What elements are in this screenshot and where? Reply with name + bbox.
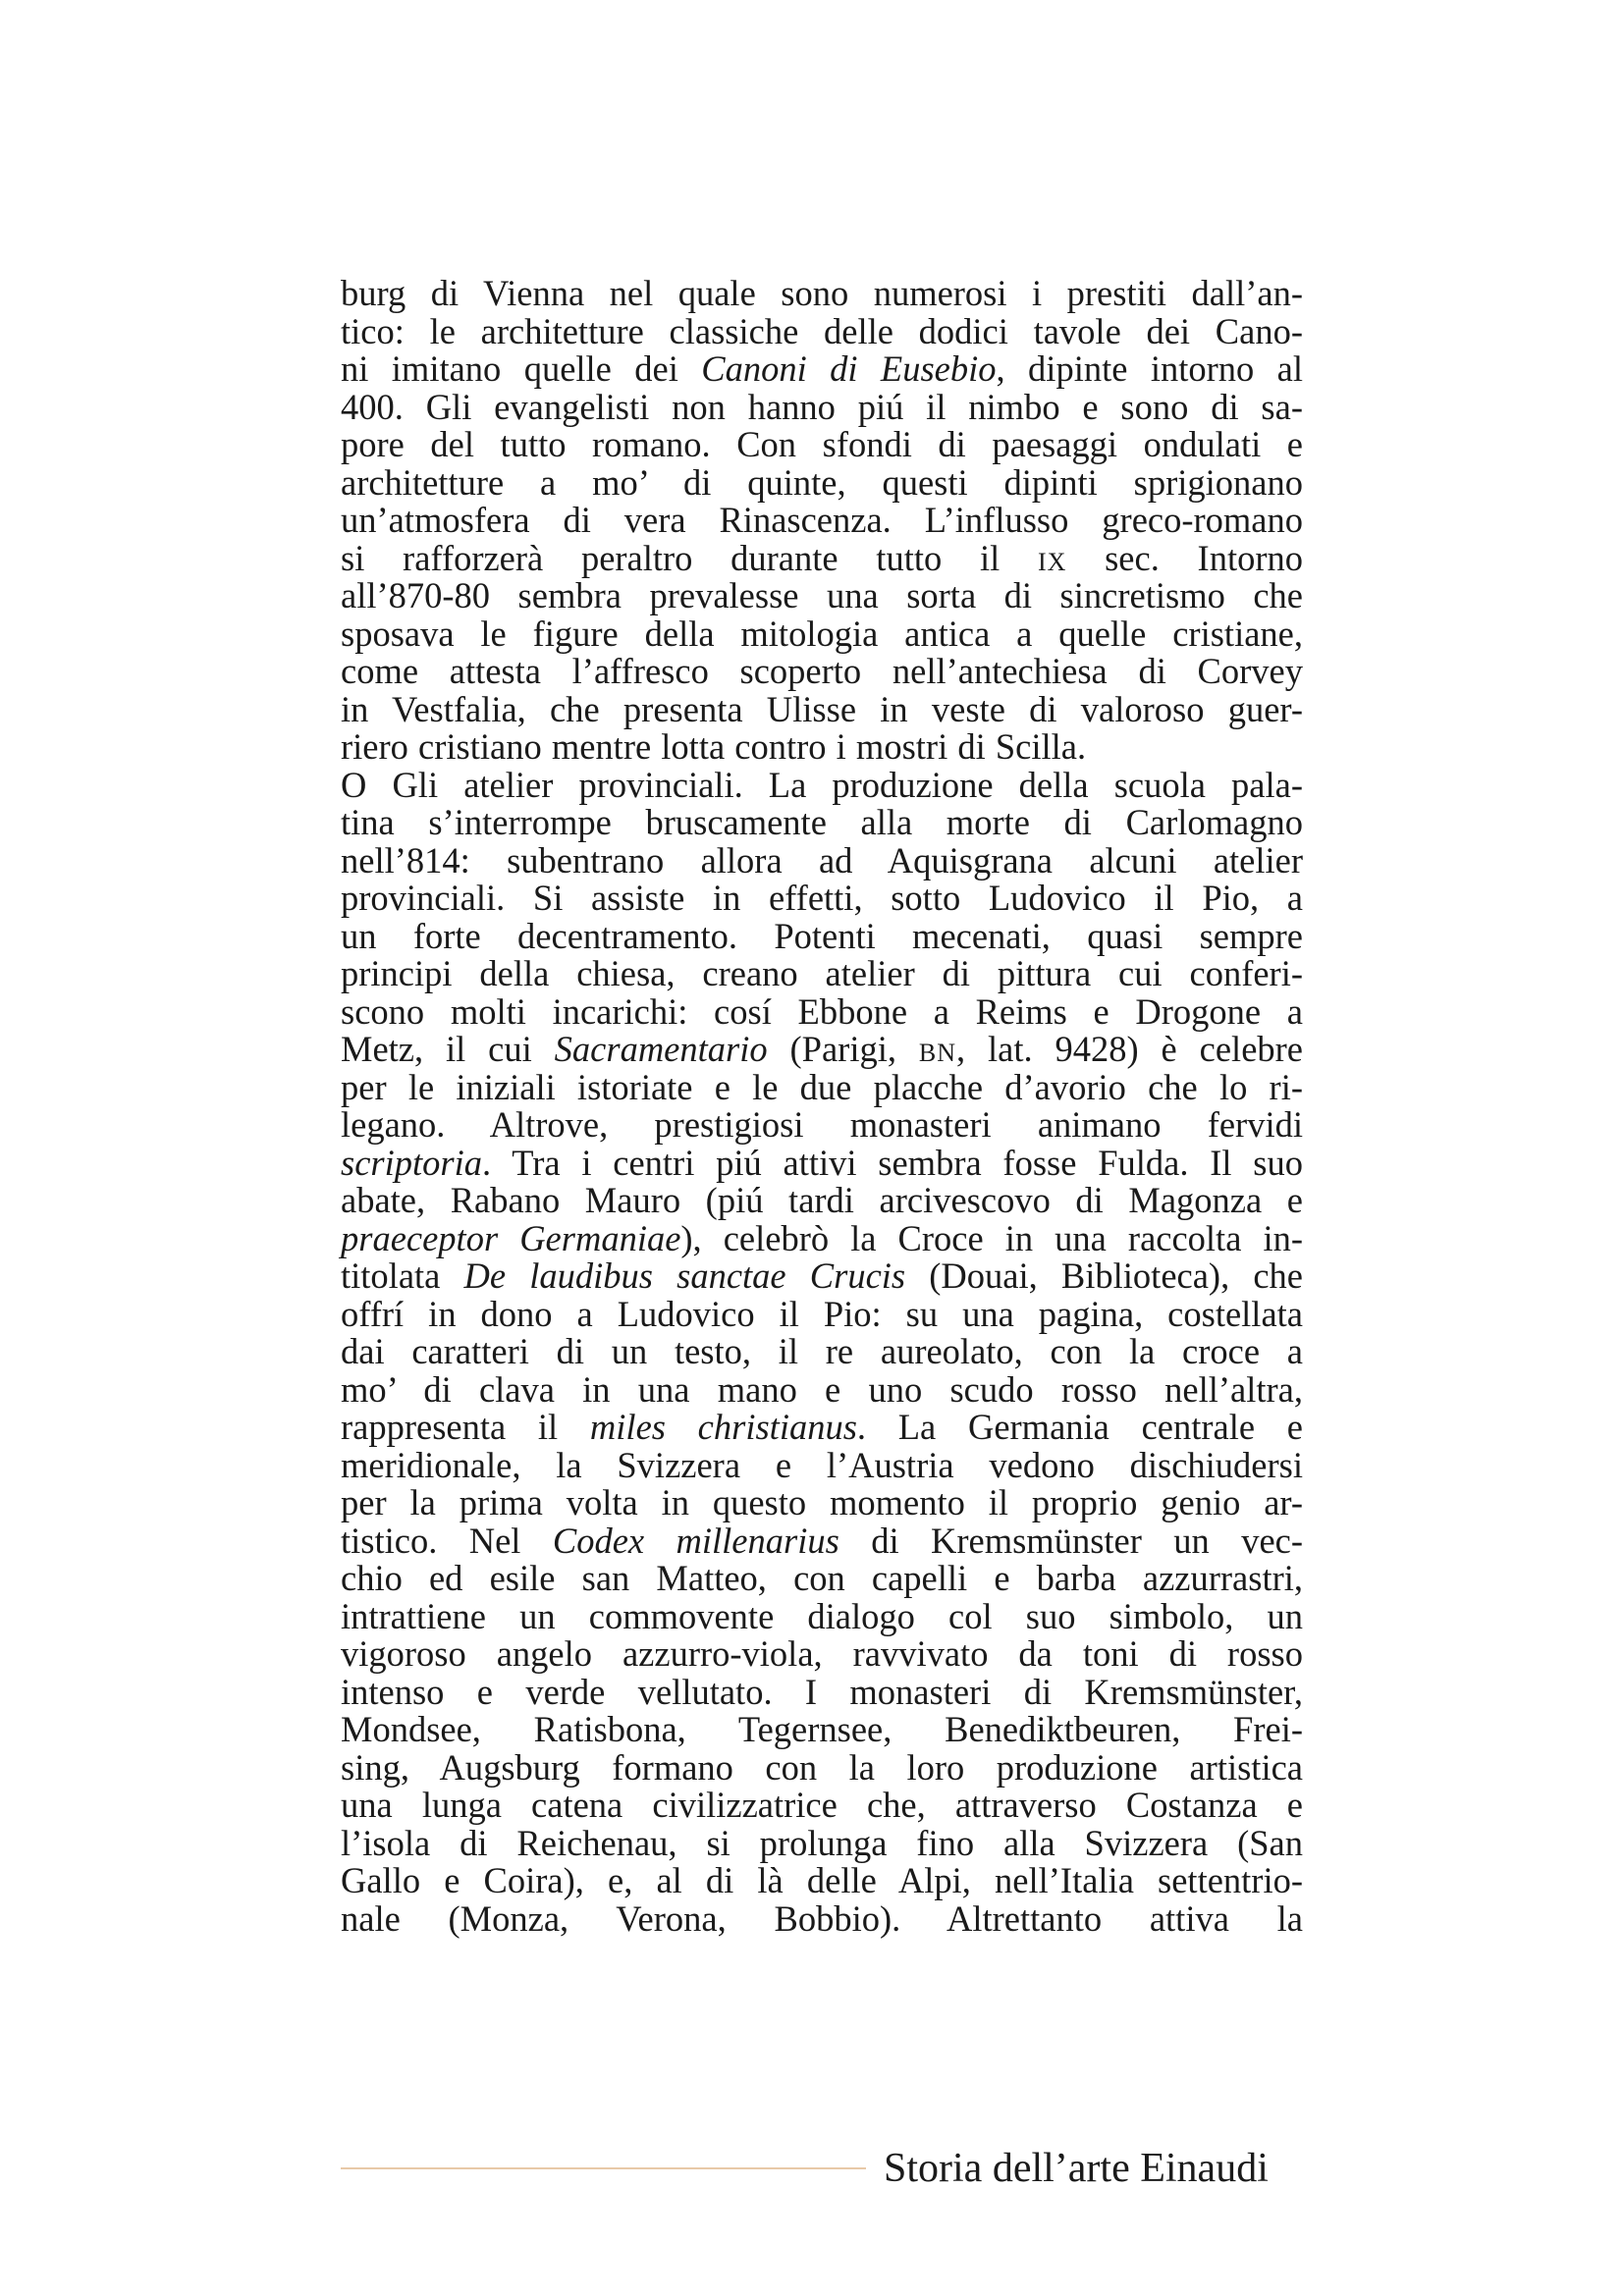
text-run: 400. Gli evangelisti non hanno piú il nimbo e sono di sa- [341, 386, 1303, 427]
text-run: un forte decentramento. Potenti mecenati, quasi sempre [341, 915, 1303, 956]
text-run: tico: le architetture classiche delle dodici tavole dei Cano- [341, 310, 1303, 351]
footer-rule [341, 2167, 866, 2169]
text-run: sing, Augsburg formano con la loro produzione artistica [341, 1746, 1303, 1788]
text-line [341, 1217, 1303, 1258]
text-line [341, 1484, 1303, 1522]
text-line [341, 1595, 1303, 1636]
text-line [341, 310, 1303, 351]
text-run: sec. Intorno [1066, 537, 1304, 578]
text-run: ni imitano quelle dei [341, 348, 702, 389]
text-run: , dipinte intorno al [996, 348, 1303, 389]
text-run: l’isola di Reichenau, si prolunga fino alla Svizzera (San [341, 1822, 1303, 1863]
text-run: offrí in dono a Ludovico il Pio: su una pagina, costellata [341, 1293, 1303, 1334]
text-run: all’870-80 sembra prevalesse una sorta di sincretismo che [341, 575, 1303, 615]
text-line [341, 1182, 1303, 1220]
text-run: meridionale, la Svizzera e l’Austria vedono dischiudersi [341, 1444, 1303, 1485]
text-run: si rafforzerà peraltro durante tutto il [341, 537, 1038, 578]
text-line [341, 577, 1303, 615]
text-line [341, 1822, 1303, 1863]
text-line [341, 537, 1304, 578]
text-run: provinciali. Si assiste in effetti, sotto Ludovico il Pio, a [341, 878, 1303, 918]
text-line [341, 728, 1303, 767]
italic-title: Sacramentario [554, 1029, 768, 1069]
text-run: nale (Monza, Verona, Bobbio). Altrettanto attiva la [341, 1897, 1303, 1939]
text-run: scono molti incarichi: cosí Ebbone a Reims e Drogone a [341, 990, 1303, 1032]
small-caps-text: bn [918, 1029, 956, 1069]
text-line [341, 1293, 1303, 1334]
text-run: chio ed esile san Matteo, con capelli e barba azzurrastri, [341, 1558, 1303, 1598]
text-line [341, 1862, 1303, 1900]
text-run: architetture a mo’ di quinte, questi dipinti sprigionano [341, 461, 1303, 503]
text-line [341, 1522, 1303, 1561]
text-line [341, 1142, 1303, 1183]
text-run: abate, Rabano Mauro (piú tardi arcivescovo di Magonza e [341, 1180, 1303, 1220]
text-run: una lunga catena civilizzatrice che, attraverso Costanza e [341, 1785, 1303, 1825]
text-run: Mondsee, Ratisbona, Tegernsee, Benediktbeuren, Frei- [341, 1709, 1303, 1749]
text-line [341, 653, 1303, 691]
text-run: O Gli atelier provinciali. La produzione della scuola pala- [341, 764, 1303, 805]
text-run: per la prima volta in questo momento il proprio genio ar- [341, 1482, 1303, 1522]
italic-title: miles christianus [589, 1407, 857, 1447]
italic-title: De laudibus sanctae Crucis [463, 1255, 906, 1296]
text-run: sposava le figure della mitologia antica a quelle cristiane, [341, 613, 1303, 654]
text-run: ), celebrò la Croce in una raccolta in- [680, 1217, 1303, 1258]
text-run: intenso e verde vellutato. I monasteri di Kremsmünster, [341, 1671, 1303, 1712]
text-line [341, 1746, 1303, 1788]
text-run: un’atmosfera di vera Rinascenza. L’influsso greco-romano [341, 500, 1303, 540]
text-line [341, 1897, 1303, 1939]
text-run: come attesta l’affresco scoperto nell’antechiesa di Corvey [341, 651, 1303, 691]
text-run: legano. Altrove, prestigiosi monasteri animano fervidi [341, 1104, 1303, 1145]
text-run: tina s’interrompe bruscamente alla morte di Carlomagno [341, 802, 1303, 842]
text-line [341, 915, 1303, 956]
text-line [341, 350, 1303, 389]
text-line [341, 461, 1303, 503]
text-run: rappresenta il [341, 1407, 590, 1447]
text-run: mo’ di clava in una mano e uno scudo rosso nell’altra, [341, 1368, 1303, 1410]
text-run: tistico. Nel [341, 1520, 553, 1561]
text-line [341, 1333, 1303, 1371]
italic-title: scriptoria [341, 1142, 482, 1183]
text-line [341, 1066, 1303, 1107]
text-line [341, 426, 1303, 464]
body-text [341, 275, 1303, 1938]
text-line [341, 502, 1303, 540]
small-caps-text: ix [1037, 537, 1067, 578]
text-line [341, 839, 1303, 881]
italic-title: Codex millenarius [552, 1520, 839, 1561]
text-line [341, 1444, 1303, 1485]
text-run: Metz, il cui [341, 1029, 555, 1069]
text-line [341, 1671, 1303, 1712]
text-run: intrattiene un commovente dialogo col suo simbolo, un [341, 1595, 1303, 1636]
text-run: in Vestfalia, che presenta Ulisse in veste di valoroso guer- [341, 688, 1303, 729]
italic-title: Canoni di Eusebio [701, 348, 997, 389]
text-run: pore del tutto romano. Con sfondi di paesaggi ondulati e [341, 424, 1303, 464]
text-run: di Kremsmünster un vec- [839, 1520, 1304, 1561]
text-run: titolata [341, 1255, 464, 1296]
text-line [341, 688, 1303, 729]
text-line [341, 275, 1303, 313]
text-line [341, 764, 1303, 805]
text-run: dai caratteri di un testo, il re aureolato, con la croce a [341, 1331, 1303, 1371]
text-line [341, 615, 1303, 654]
text-run: nell’814: subentrano allora ad Aquisgrana alcuni atelier [341, 839, 1303, 881]
text-run: Gallo e Coira), e, al di là delle Alpi, nell’Italia settentrio- [341, 1860, 1303, 1900]
text-line [341, 1368, 1303, 1410]
text-run: , lat. 9428) è celebre [956, 1029, 1303, 1069]
text-run: . Tra i centri piú attivi sembra fosse Fulda. Il suo [482, 1142, 1303, 1183]
text-run: . La Germania centrale e [856, 1407, 1303, 1447]
text-line [341, 1635, 1303, 1674]
text-line [341, 1106, 1303, 1145]
text-line [341, 1560, 1303, 1598]
text-line [341, 804, 1303, 842]
text-line [341, 990, 1303, 1032]
text-line [341, 386, 1303, 427]
text-run: per le iniziali istoriate e le due placche d’avorio che lo ri- [341, 1066, 1303, 1107]
text-run: burg di Vienna nel quale sono numerosi i prestiti dall’an- [341, 273, 1303, 313]
text-line [341, 1787, 1303, 1825]
text-run: principi della chiesa, creano atelier di pittura cui conferi- [341, 953, 1303, 993]
italic-title: praeceptor Germaniae [341, 1217, 681, 1258]
text-run: riero cristiano mentre lotta contro i mostri di Scilla. [341, 726, 1087, 767]
text-run: vigoroso angelo azzurro-viola, ravvivato da toni di rosso [341, 1633, 1303, 1674]
text-line [341, 1031, 1303, 1069]
text-run: (Douai, Biblioteca), che [905, 1255, 1304, 1296]
footer-title: Storia dell’arte Einaudi [884, 2146, 1269, 2191]
text-line [341, 955, 1303, 993]
text-line [341, 1257, 1303, 1296]
text-line [341, 1711, 1303, 1749]
text-run: (Parigi, [767, 1029, 919, 1069]
text-line [341, 1409, 1303, 1447]
text-line [341, 880, 1303, 918]
